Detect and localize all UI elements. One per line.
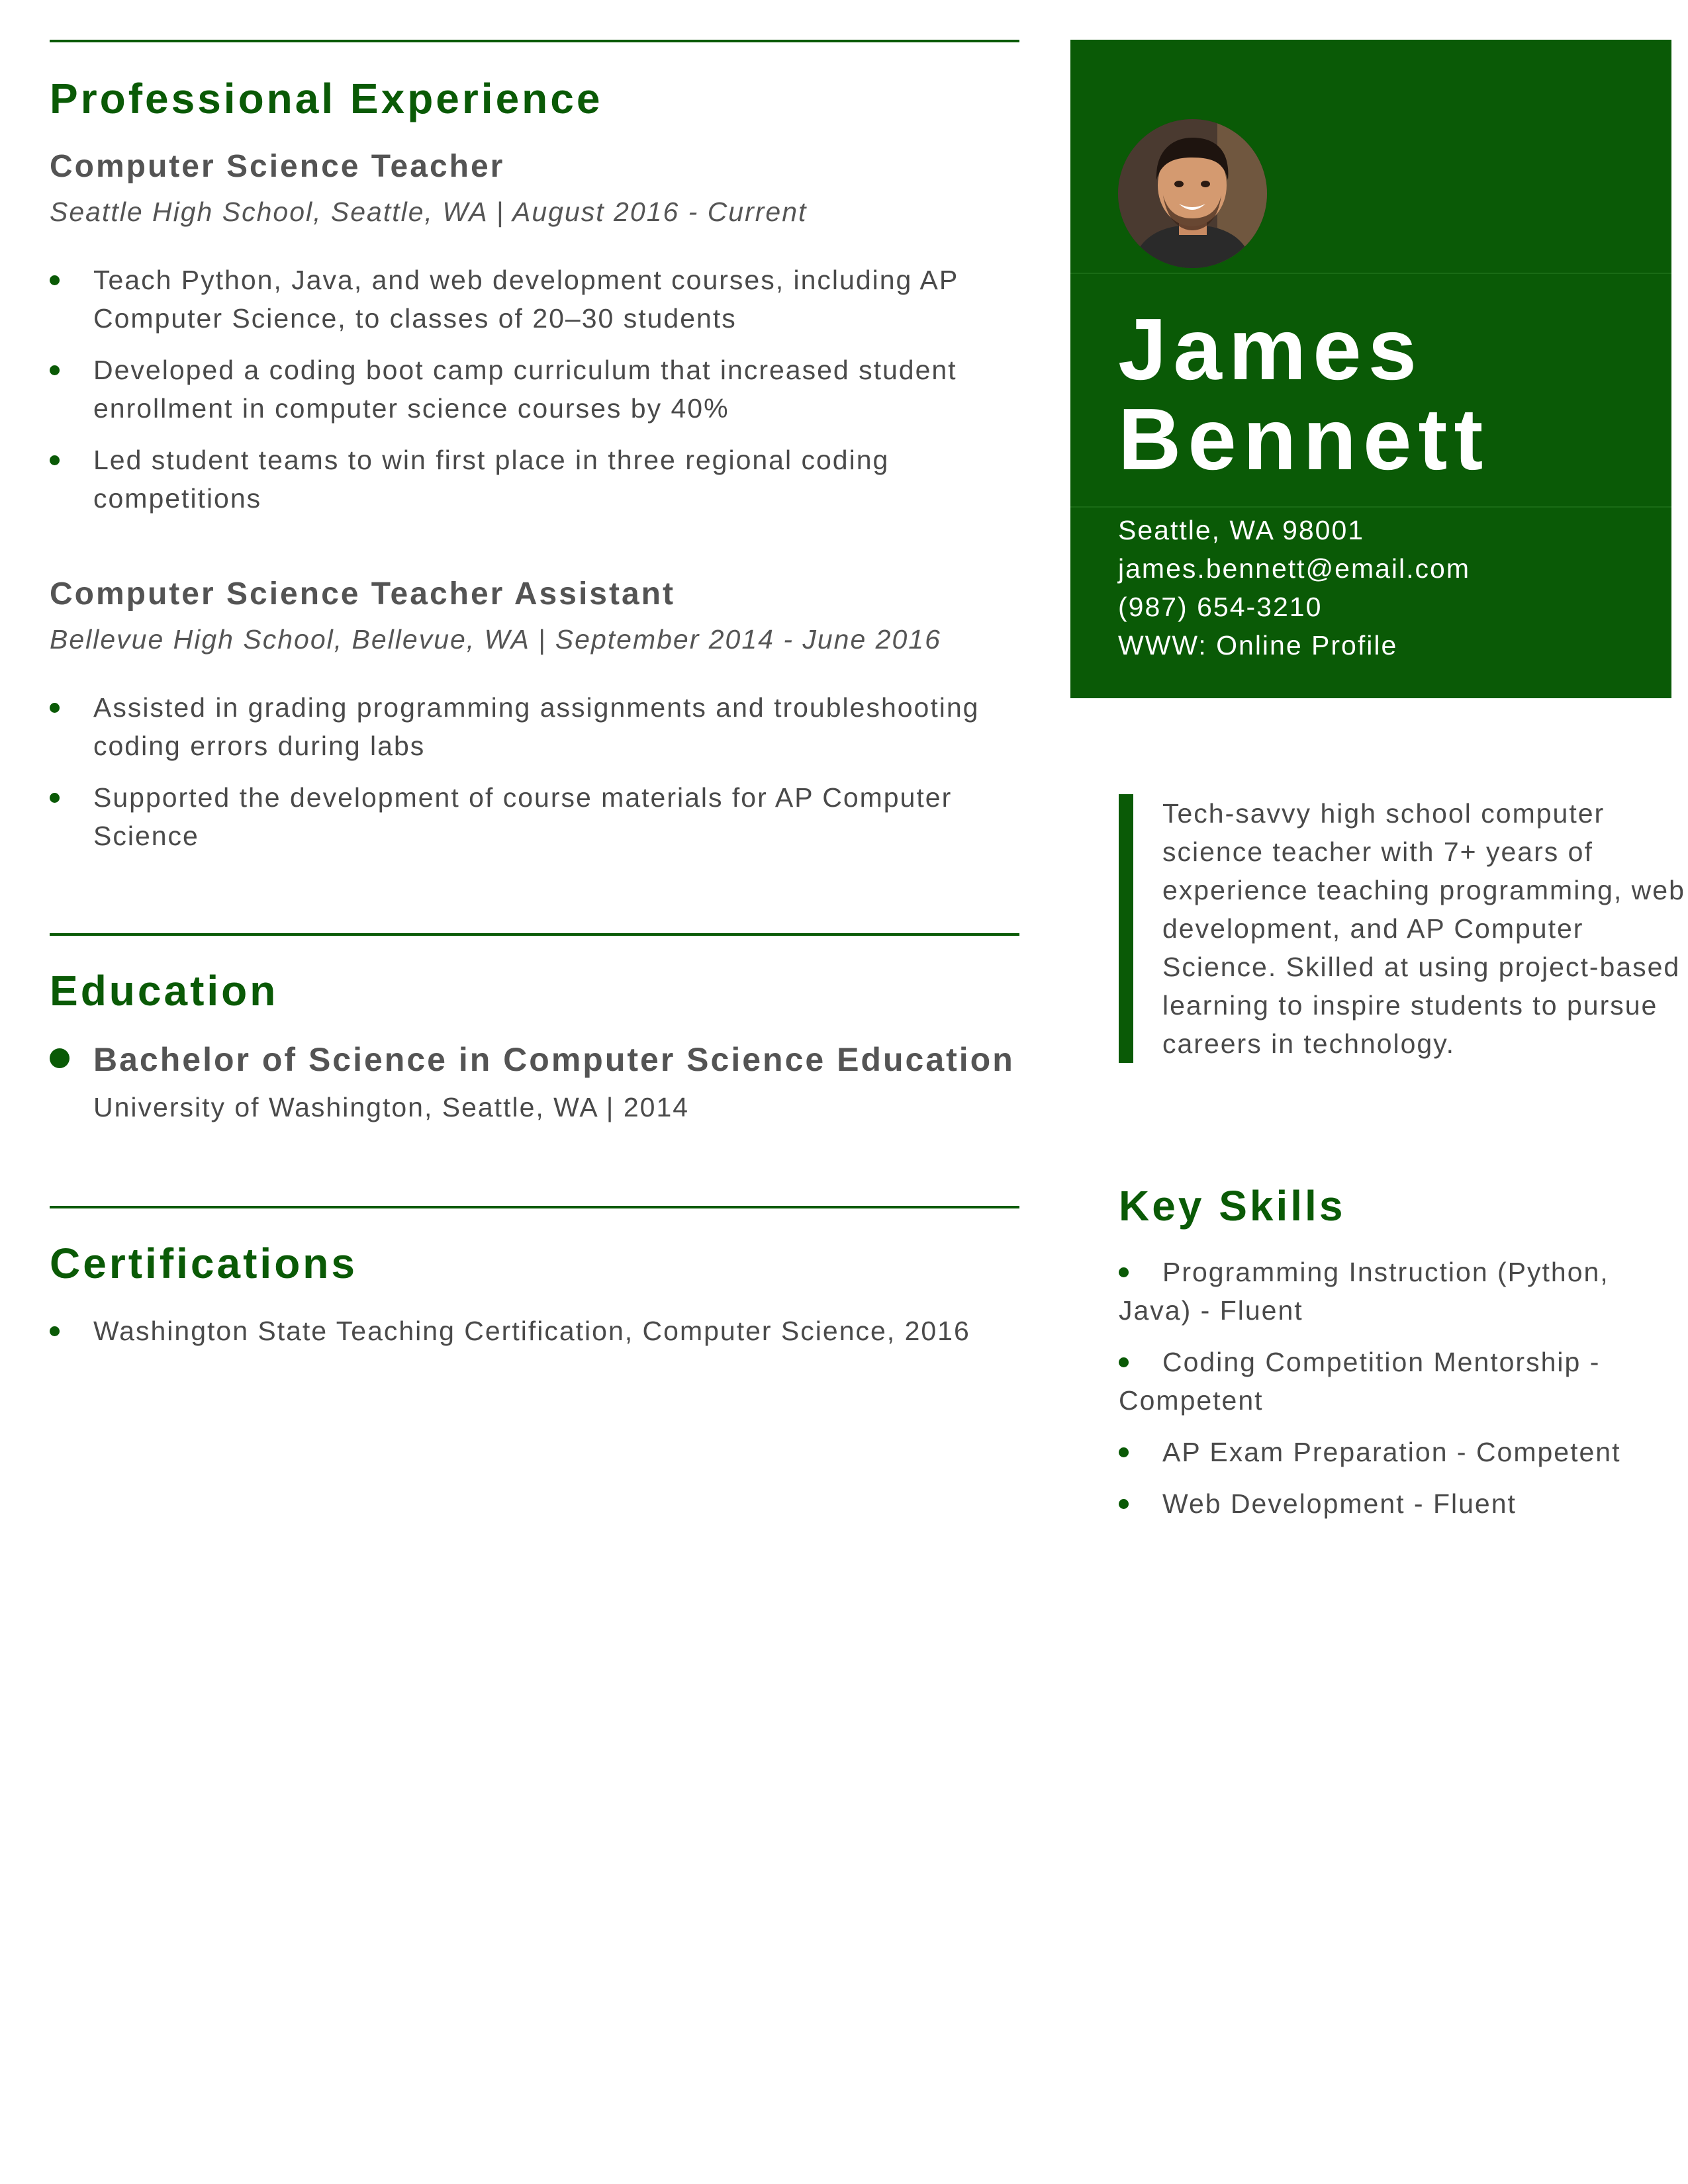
job-meta: Bellevue High School, Bellevue, WA | September 2014 - June 2016	[50, 624, 941, 655]
list-item: AP Exam Preparation - Competent	[1119, 1433, 1648, 1471]
job-title: Computer Science Teacher Assistant	[50, 576, 675, 612]
certification-list	[50, 1312, 1019, 1350]
phone-text: (987) 654-3210	[1118, 592, 1323, 622]
experience-section	[50, 40, 1019, 855]
list-item: Supported the development of course materials for AP Computer Science	[50, 778, 1019, 855]
list-item: Web Development - Fluent	[1119, 1484, 1648, 1523]
section-divider	[50, 1206, 1019, 1208]
list-item: Assisted in grading programming assignments and troubleshooting coding errors during labs	[50, 688, 1019, 765]
education-entry	[50, 1035, 1019, 1126]
job-entry	[50, 576, 1019, 855]
email-link[interactable]: james.bennett@email.com	[1118, 553, 1470, 584]
job-bullets	[50, 688, 1019, 855]
left-column	[50, 40, 1019, 1363]
job-entry	[50, 148, 1019, 518]
degree-title: Bachelor of Science in Computer Science Education	[93, 1041, 1015, 1078]
summary-text: Tech-savvy high school computer science teacher with 7+ years of experience teaching programming, web development, and AP Computer Science. Skilled at using project-based learning to inspire students to pursue careers in technology.	[1162, 798, 1685, 1059]
list-item: Washington State Teaching Certification, Computer Science, 2016	[50, 1312, 1019, 1350]
experience-heading: Professional Experience	[50, 75, 603, 122]
job-meta: Seattle High School, Seattle, WA | August 2016 - Current	[50, 197, 808, 227]
contact-info	[1118, 511, 1470, 664]
section-divider	[50, 933, 1019, 936]
avatar	[1118, 119, 1267, 268]
job-title: Computer Science Teacher	[50, 149, 505, 184]
profile-photo-icon	[1118, 119, 1267, 268]
skills-heading: Key Skills	[1119, 1182, 1346, 1230]
location-text: Seattle, WA 98001	[1118, 515, 1365, 545]
first-name: James	[1118, 300, 1424, 398]
list-item: Coding Competition Mentorship - Competent	[1119, 1343, 1648, 1420]
job-bullets	[50, 261, 1019, 518]
summary-block	[1119, 794, 1688, 1063]
website-link[interactable]: WWW: Online Profile	[1118, 630, 1398, 660]
last-name: Bennett	[1118, 390, 1490, 488]
panel-divider	[1070, 506, 1671, 508]
header-panel	[1070, 40, 1671, 698]
certifications-heading: Certifications	[50, 1240, 357, 1287]
list-item: Led student teams to win first place in three regional coding competitions	[50, 441, 1019, 518]
list-item: Programming Instruction (Python, Java) - Fluent	[1119, 1253, 1648, 1330]
skills-section	[1119, 1181, 1648, 1536]
list-item: Teach Python, Java, and web development courses, including AP Computer Science, to classes of 20–30 students	[50, 261, 1019, 338]
skill-list	[1119, 1253, 1648, 1523]
education-section	[50, 933, 1019, 1126]
section-divider	[50, 40, 1019, 42]
list-item: Developed a coding boot camp curriculum that increased student enrollment in computer science courses by 40%	[50, 351, 1019, 428]
education-heading: Education	[50, 967, 279, 1015]
panel-divider	[1070, 273, 1671, 274]
certifications-section	[50, 1206, 1019, 1350]
candidate-name	[1118, 300, 1490, 488]
school-meta: University of Washington, Seattle, WA | 2014	[93, 1092, 690, 1122]
